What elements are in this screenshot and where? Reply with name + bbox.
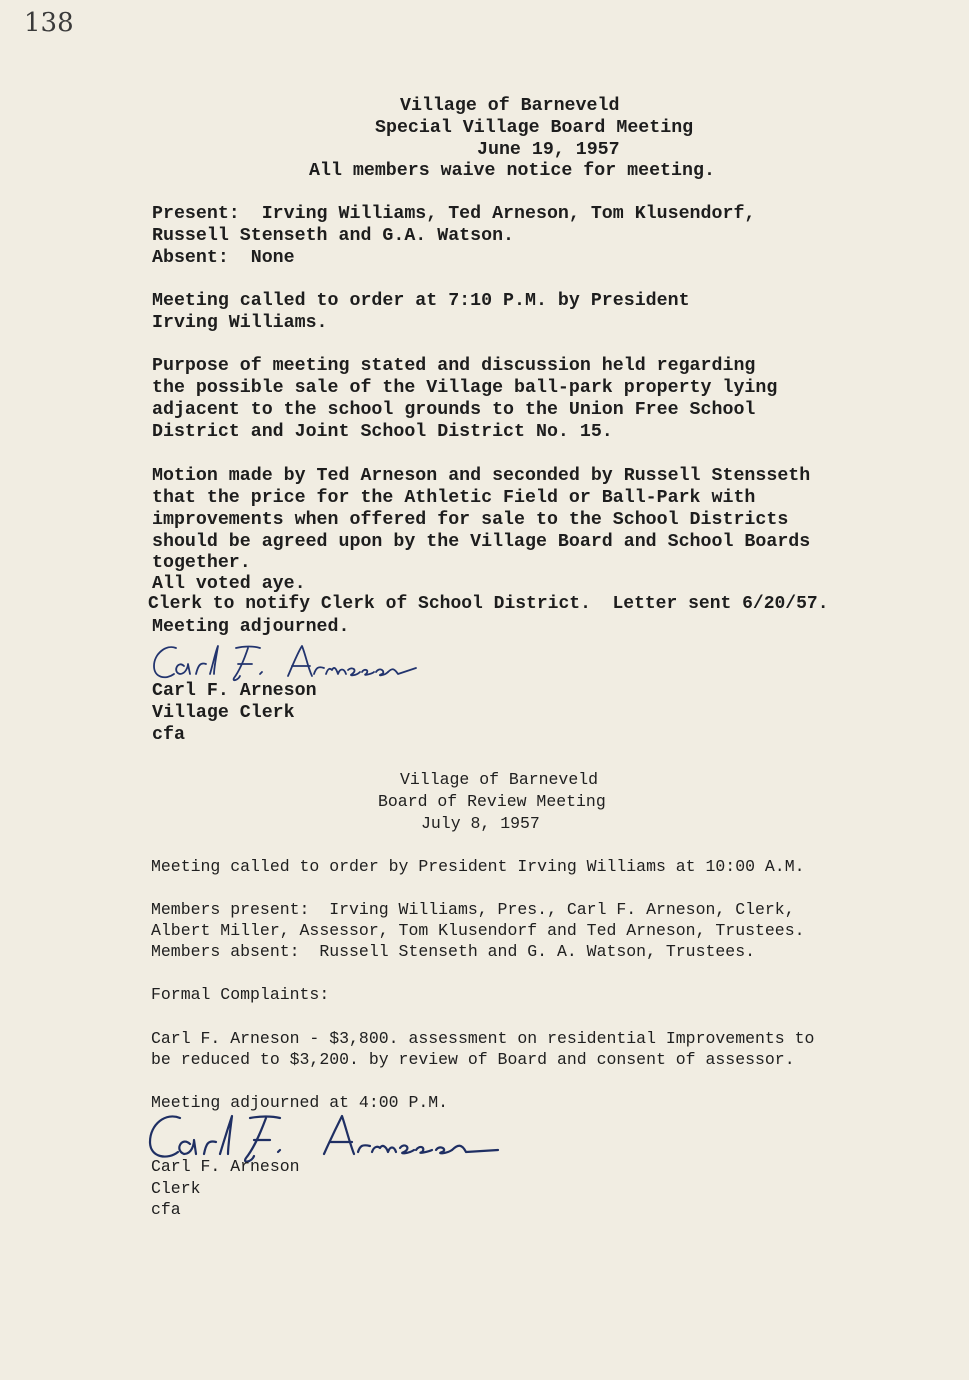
motion-line-4: should be agreed upon by the Village Board and School Boards (152, 532, 811, 552)
clerk-note: Clerk to notify Clerk of School District. Letter sent 6/20/57. (148, 594, 829, 614)
purpose-line-2: the possible sale of the Village ball-park property lying (152, 378, 778, 398)
members-line-3: Members absent: Russell Stenseth and G. A. Watson, Trustees. (151, 942, 755, 961)
meeting2-signer-name: Carl F. Arneson (151, 1157, 300, 1176)
meeting2-title-line-2: Board of Review Meeting (378, 792, 606, 811)
meeting1-signer-name: Carl F. Arneson (152, 681, 317, 701)
motion-line-1: Motion made by Ted Arneson and seconded by Russell Stensseth (152, 466, 811, 486)
members-line-2: Albert Miller, Assessor, Tom Klusendorf and Ted Arneson, Trustees. (151, 921, 805, 940)
meeting1-title-line-4: All members waive notice for meeting. (309, 161, 715, 181)
vote-line: All voted aye. (152, 574, 306, 594)
present-line-2: Russell Stenseth and G.A. Watson. (152, 226, 515, 246)
meeting2-title-line-3: July 8, 1957 (421, 814, 540, 833)
purpose-line-4: District and Joint School District No. 15. (152, 422, 613, 442)
called-line-2: Irving Williams. (152, 313, 328, 333)
meeting2-title-line-1: Village of Barneveld (400, 770, 599, 789)
called-line-1: Meeting called to order at 7:10 P.M. by President (152, 291, 690, 311)
page-number: 138 (24, 8, 74, 38)
absent-line: Absent: None (152, 248, 295, 268)
purpose-line-1: Purpose of meeting stated and discussion held regarding (152, 356, 756, 376)
meeting1-signer-title: Village Clerk (152, 703, 295, 723)
meeting1-signer-initials: cfa (152, 725, 185, 745)
motion-line-5: together. (152, 553, 251, 573)
meeting1-title-line-3: June 19, 1957 (477, 140, 620, 160)
complaints-label: Formal Complaints: (151, 985, 330, 1004)
meeting2-adjourned: Meeting adjourned at 4:00 P.M. (151, 1093, 449, 1112)
meeting1-adjourned: Meeting adjourned. (152, 617, 350, 637)
present-line-1: Present: Irving Williams, Ted Arneson, Tom Klusendorf, (152, 204, 756, 224)
meeting2-signer-title: Clerk (151, 1179, 201, 1198)
meeting2-signer-initials: cfa (151, 1200, 181, 1219)
purpose-line-3: adjacent to the school grounds to the Union Free School (152, 400, 756, 420)
meeting1-title-line-2: Special Village Board Meeting (375, 118, 694, 138)
motion-line-2: that the price for the Athletic Field or Ball-Park with (152, 488, 756, 508)
complaint-line-2: be reduced to $3,200. by review of Board and consent of assessor. (151, 1050, 795, 1069)
meeting1-title-line-1: Village of Barneveld (400, 96, 620, 116)
complaint-line-1: Carl F. Arneson - $3,800. assessment on residential Improvements to (151, 1029, 815, 1048)
motion-line-3: improvements when offered for sale to the School Districts (152, 510, 789, 530)
members-line-1: Members present: Irving Williams, Pres., Carl F. Arneson, Clerk, (151, 900, 795, 919)
meeting2-called: Meeting called to order by President Irving Williams at 10:00 A.M. (151, 857, 805, 876)
